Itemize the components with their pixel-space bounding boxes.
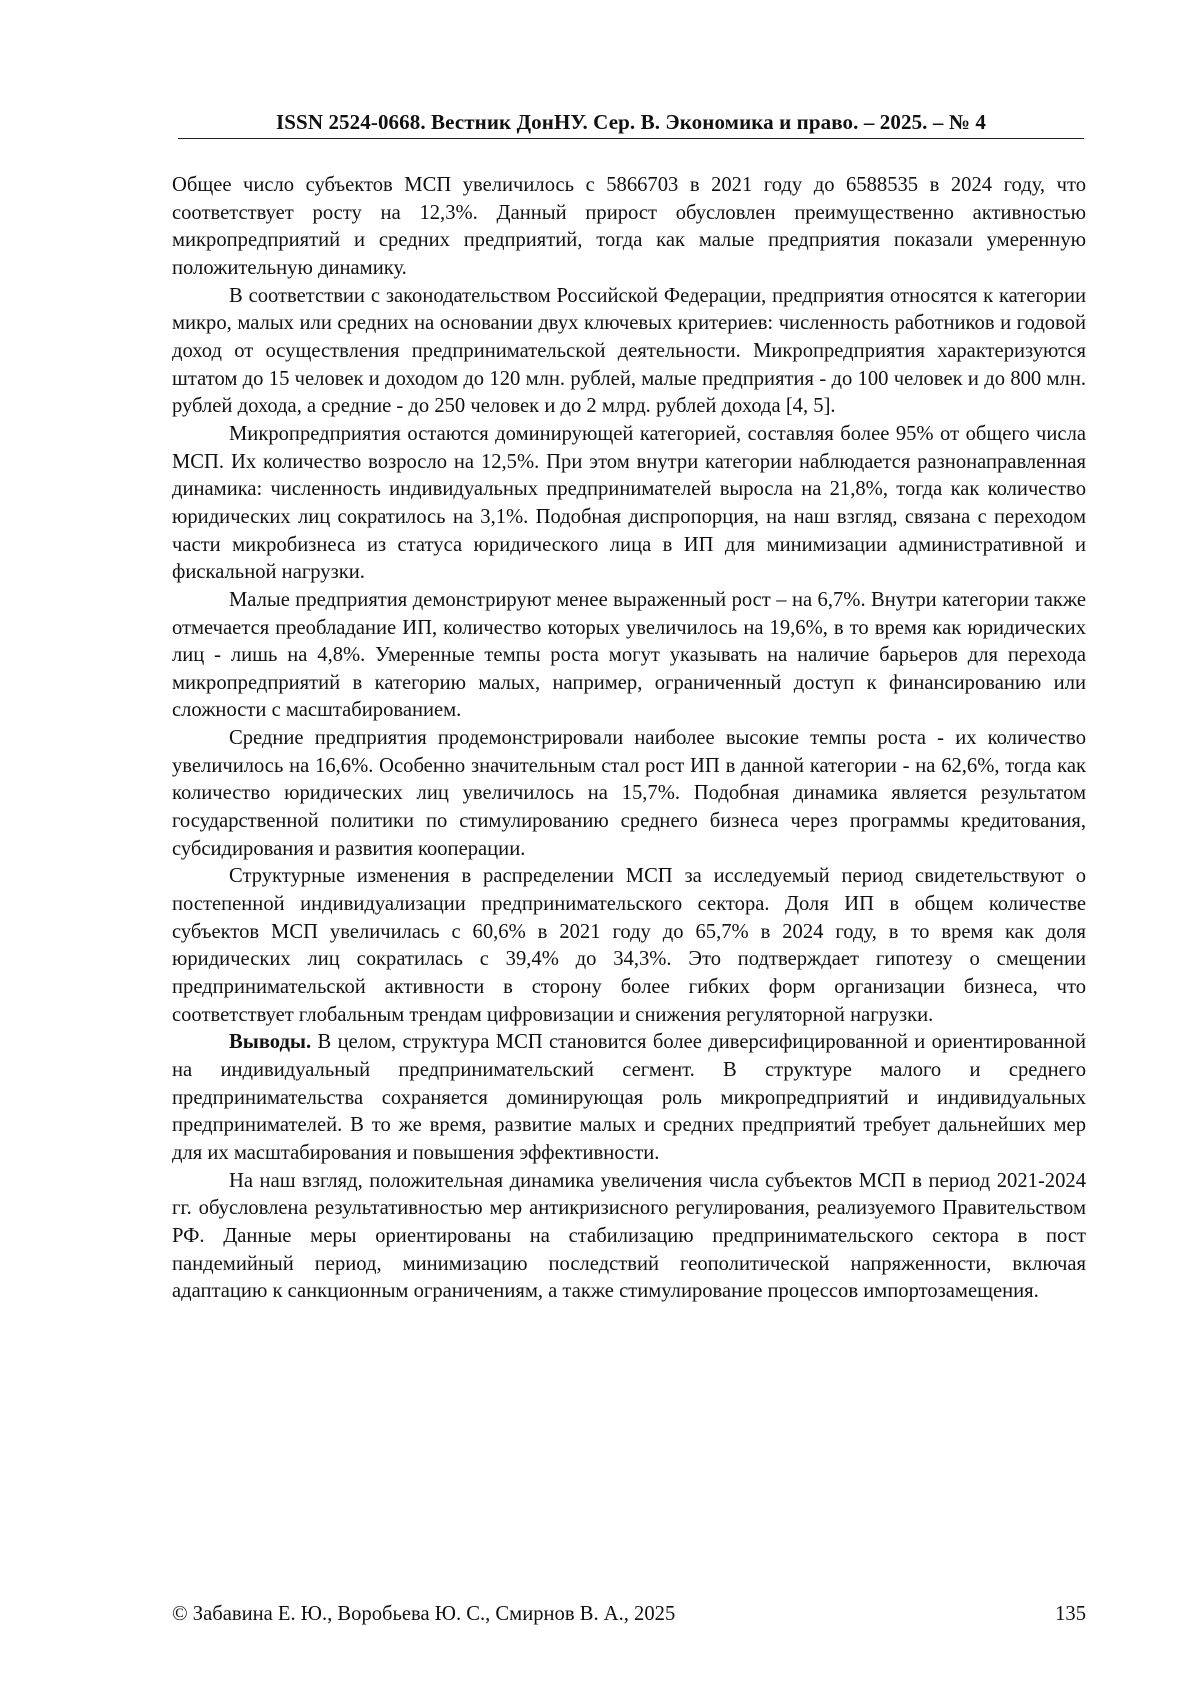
article-body	[172, 172, 1086, 1306]
running-header: ISSN 2524-0668. Вестник ДонНУ. Сер. В. Экономика и право. – 2025. – № 4	[276, 110, 986, 134]
page-number: 135	[1055, 1603, 1086, 1625]
paragraph-4: Малые предприятия демонстрируют менее выраженный рост – на 6,7%. Внутри категории также отмечается преобладание ИП, количество которых увеличилось на 19,6%, в то время как юридических лиц - лишь на 4,8%. Умеренные темпы роста могут указывать на наличие барьеров для перехода микропредприятий в категорию малых, например, ограниченный доступ к финансированию или сложности с масштабированием.	[172, 588, 1086, 722]
conclusions-label: Выводы.	[229, 1031, 312, 1054]
copyright-line: © Забавина Е. Ю., Воробьева Ю. С., Смирнов В. А., 2025	[172, 1603, 676, 1625]
paragraph-5: Средние предприятия продемонстрировали наиболее высокие темпы роста - их количество увеличилось на 16,6%. Особенно значительным стал рост ИП в данной категории - на 62,6%, тогда как количество юридических лиц увеличилось на 15,7%. Подобная динамика является результатом государственной политики по стимулированию среднего бизнеса через программы кредитования, субсидирования и развития кооперации.	[172, 727, 1086, 860]
final-paragraph: На наш взгляд, положительная динамика увеличения числа субъектов МСП в период 2021-2024 гг. обусловлена результативностью мер антикризисного регулирования, реализуемого Правительством РФ. Данные меры ориентированы на стабилизацию предпринимательского сектора в пост пандемийный период, минимизацию последствий геополитической напряженности, включая адаптацию к санкционным ограничениям, а также стимулирование процессов импортозамещения.	[172, 1169, 1086, 1303]
paragraph-2: В соответствии с законодательством Российской Федерации, предприятия относятся к категории микро, малых или средних на основании двух ключевых критериев: численность работников и годовой доход от осуществления предпринимательской деятельности. Микропредприятия характеризуются штатом до 15 человек и доходом до 120 млн. рублей, малые предприятия - до 100 человек и до 800 млн. рублей дохода, а средние - до 250 человек и до 2 млрд. рублей дохода [4, 5].	[172, 284, 1086, 418]
header-rule	[178, 138, 1084, 139]
paragraph-6: Структурные изменения в распределении МСП за исследуемый период свидетельствуют о постепенной индивидуализации предпринимательского сектора. Доля ИП в общем количестве субъектов МСП увеличилась с 60,6% в 2021 году до 65,7% в 2024 году, в то время как доля юридических лиц сократилась с 39,4% до 34,3%. Это подтверждает гипотезу о смещении предпринимательской активности в сторону более гибких форм организации бизнеса, что соответствует глобальным трендам цифровизации и снижения регуляторной нагрузки.	[172, 865, 1086, 1026]
paragraph-1: Общее число субъектов МСП увеличилось с 5866703 в 2021 году до 6588535 в 2024 году, что соответствует росту на 12,3%. Данный прирост обусловлен преимущественно активностью микропредприятий и средних предприятий, тогда как малые предприятия показали умеренную положительную динамику.	[172, 174, 1086, 279]
paragraph-3: Микропредприятия остаются доминирующей категорией, составляя более 95% от общего числа МСП. Их количество возросло на 12,5%. При этом внутри категории наблюдается разнонаправленная динамика: численность индивидуальных предпринимателей выросла на 21,8%, тогда как количество юридических лиц сократилось на 3,1%. Подобная диспропорция, на наш взгляд, связана с переходом части микробизнеса из статуса юридического лица в ИП для минимизации административной и фискальной нагрузки.	[172, 422, 1086, 584]
conclusions-text: В целом, структура МСП становится более диверсифицированной и ориентированной на индивидуальный предпринимательский сегмент. В структуре малого и среднего предпринимательства сохраняется доминирующая роль микропредприятий и индивидуальных предпринимателей. В то же время, развитие малых и средних предприятий требует дальнейших мер для их масштабирования и повышения эффективности.	[172, 1031, 1086, 1164]
conclusions-paragraph	[172, 1029, 1086, 1167]
